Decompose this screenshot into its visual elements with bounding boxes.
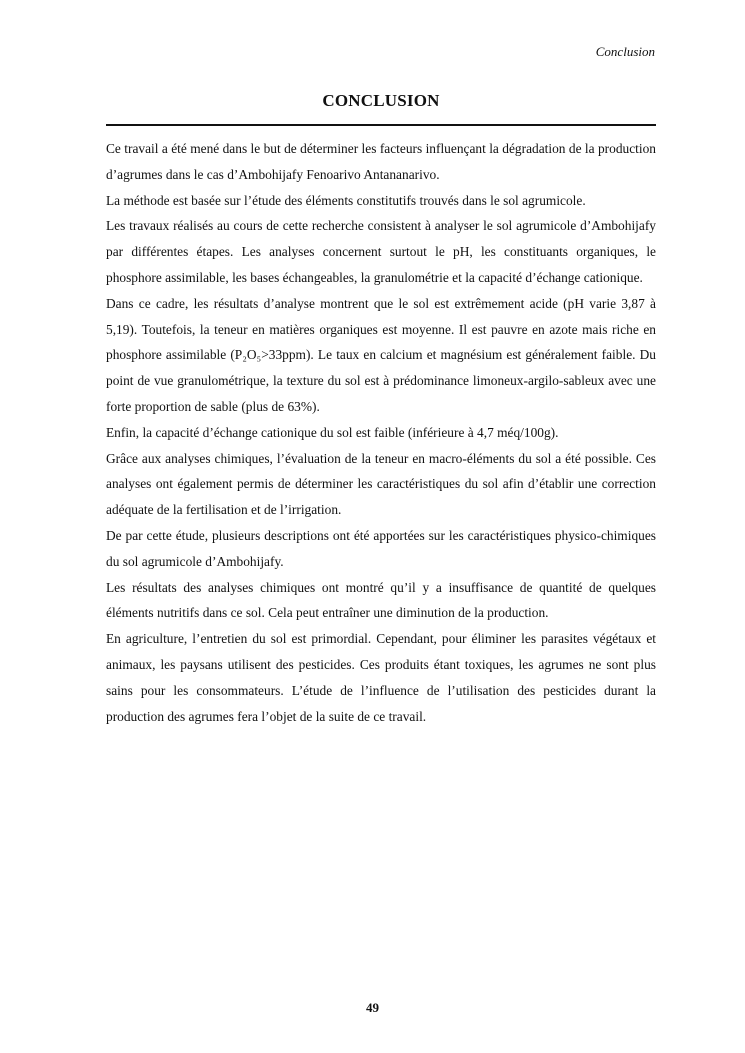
paragraph-purpose: Ce travail a été mené dans le but de déterminer les facteurs influençant la dégradation de la production d’agrumes dans le cas d’Ambohijafy Fenoarivo Antananarivo. — [106, 141, 656, 182]
conclusion-body — [106, 136, 656, 729]
paragraph-chemical-analyses: Grâce aux analyses chimiques, l’évaluation de la teneur en macro-éléments du sol a été possible. Ces analyses ont également permis de déterminer les caractéristiques du sol afin d’établir une correction adéquate de la fertilisation et de l’irrigation. — [106, 450, 656, 518]
paragraph-work-done: Les travaux réalisés au cours de cette recherche consistent à analyser le sol agrumicole d’Ambohijafy par différentes étapes. Les analyses concernent surtout le pH, les constituants organiques, le phosphore assimilable, les bases échangeables, la granulométrie et la capacité d’échange cationique. — [106, 218, 656, 285]
paragraph-results: Dans ce cadre, les résultats d’analyse montrent que le sol est extrêmement acide (pH varie 3,87 à 5,19). Toutefois, la teneur en matières organiques est moyenne. Il est pauvre en azote mais riche en phosphore assimilable (P₂O₅>33ppm). Le taux en calcium et magnésium est généralement faible. Du point de vue granulométrique, la texture du sol est à prédominance limoneux-argilo-sableux avec une forte proportion de sable (plus de 63%). — [106, 295, 656, 414]
running-header: Conclusion — [595, 44, 655, 59]
paragraph-cation-exchange: Enfin, la capacité d’échange cationique du sol est faible (inférieure à 4,7 méq/100g). — [106, 424, 559, 440]
paragraph-perspectives: En agriculture, l’entretien du sol est primordial. Cependant, pour éliminer les parasites végétaux et animaux, les paysans utilisent des pesticides. Ces produits étant toxiques, les agrumes ne sont plus sains pour les consommateurs. L’étude de l’influence de l’utilisation des pesticides durant la production des agrumes fera l’objet de la suite de ce travail. — [106, 631, 656, 724]
page-title: CONCLUSION — [322, 91, 440, 110]
paragraph-method: La méthode est basée sur l’étude des éléments constitutifs trouvés dans le sol agrumicole. — [106, 192, 586, 208]
title-underline-divider — [106, 124, 656, 126]
paragraph-descriptions: De par cette étude, plusieurs descriptions ont été apportées sur les caractéristiques physico-chimiques du sol agrumicole d’Ambohijafy. — [106, 527, 656, 569]
page-number: 49 — [366, 1000, 379, 1015]
paragraph-insufficiency: Les résultats des analyses chimiques ont montré qu’il y a insuffisance de quantité de quelques éléments nutritifs dans ce sol. Cela peut entraîner une diminution de la production. — [106, 579, 656, 621]
